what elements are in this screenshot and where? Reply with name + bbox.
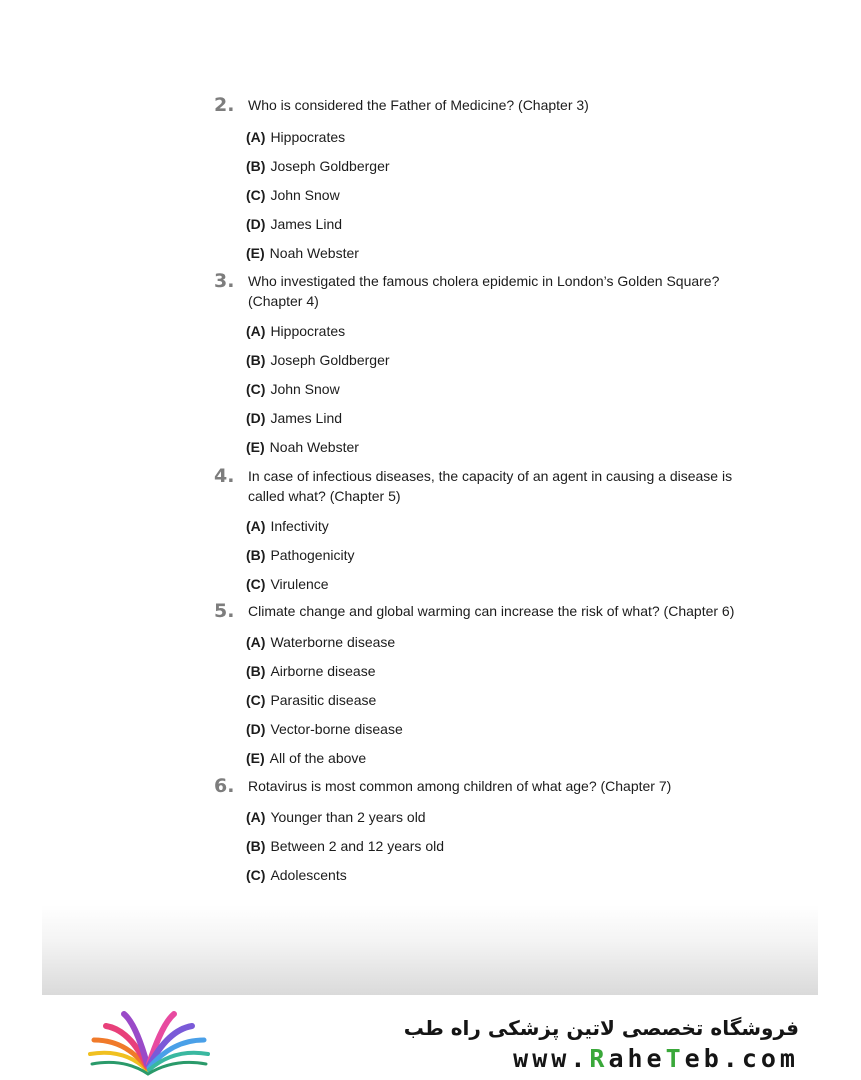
option-text: Joseph Goldberger	[270, 158, 390, 175]
answer-option	[246, 128, 345, 146]
option-text: All of the above	[269, 750, 367, 767]
url-letter-t: T	[665, 1044, 685, 1073]
question-text: Rotavirus is most common among children of what age? (Chapter 7)	[248, 778, 672, 794]
option-letter: (D)	[246, 216, 266, 233]
option-text: Noah Webster	[269, 245, 359, 262]
option-text: Virulence	[270, 576, 329, 593]
option-letter: (B)	[246, 838, 266, 855]
option-letter: (C)	[246, 867, 266, 884]
answer-option	[246, 517, 329, 535]
option-letter: (B)	[246, 158, 266, 175]
url-prefix: www.	[513, 1044, 590, 1073]
option-letter: (A)	[246, 809, 266, 825]
question-number: 4.	[214, 465, 235, 487]
answer-option	[246, 575, 329, 593]
option-letter: (C)	[246, 187, 266, 204]
store-name: فروشگاه تخصصی لاتین پزشکی راه طب	[403, 1016, 799, 1040]
option-text: James Lind	[270, 216, 343, 233]
answer-option	[246, 186, 340, 204]
option-letter: (D)	[246, 721, 266, 738]
url-part-eb: eb	[684, 1044, 723, 1073]
question-number: 6.	[214, 775, 235, 797]
question-number: 2.	[214, 94, 235, 116]
url-part-ahe: ahe	[608, 1044, 666, 1073]
answer-option	[246, 808, 426, 826]
question-number: 5.	[214, 600, 235, 622]
question-text: Climate change and global warming can increase the risk of what? (Chapter 6)	[248, 603, 735, 619]
option-text: Joseph Goldberger	[270, 352, 390, 369]
answer-option	[246, 720, 403, 738]
answer-option	[246, 322, 345, 340]
option-text: James Lind	[270, 410, 343, 427]
answer-option	[246, 157, 390, 175]
option-letter: (B)	[246, 352, 266, 369]
option-text: Hippocrates	[270, 129, 346, 145]
answer-option	[246, 691, 376, 709]
store-url[interactable]	[513, 1044, 799, 1073]
option-letter: (E)	[246, 439, 265, 456]
option-text: Airborne disease	[270, 663, 376, 680]
answer-option	[246, 749, 366, 767]
question-text: Who is considered the Father of Medicine? (Chapter 3)	[248, 97, 589, 113]
option-letter: (D)	[246, 410, 266, 427]
option-text: Hippocrates	[270, 323, 346, 339]
answer-option	[246, 546, 355, 564]
page-edge-shadow	[42, 905, 818, 995]
answer-option	[246, 837, 444, 855]
answer-option	[246, 351, 390, 369]
option-letter: (B)	[246, 547, 266, 564]
answer-option	[246, 215, 342, 233]
answer-option	[246, 633, 395, 651]
option-text: Noah Webster	[269, 439, 359, 456]
option-letter: (E)	[246, 750, 265, 767]
option-text: Adolescents	[270, 867, 347, 884]
answer-option	[246, 244, 359, 262]
option-letter: (A)	[246, 323, 266, 339]
option-text: Vector-borne disease	[270, 721, 403, 738]
option-text: Pathogenicity	[270, 547, 355, 564]
question-text: Who investigated the famous cholera epidemic in London’s Golden Square? (Chapter 4)	[248, 273, 720, 309]
option-text: Between 2 and 12 years old	[270, 838, 445, 855]
option-text: Parasitic disease	[270, 692, 377, 709]
option-text: John Snow	[270, 187, 340, 204]
option-letter: (C)	[246, 576, 266, 593]
option-letter: (B)	[246, 663, 266, 680]
question-number: 3.	[214, 270, 235, 292]
option-letter: (A)	[246, 518, 266, 534]
answer-option	[246, 866, 347, 884]
url-letter-r: R	[589, 1044, 609, 1073]
option-letter: (C)	[246, 381, 266, 398]
option-letter: (A)	[246, 634, 266, 650]
answer-option	[246, 662, 376, 680]
option-text: Infectivity	[270, 518, 329, 534]
url-suffix: .com	[722, 1044, 799, 1073]
option-letter: (C)	[246, 692, 266, 709]
option-text: John Snow	[270, 381, 340, 398]
option-text: Waterborne disease	[270, 634, 396, 650]
answer-option	[246, 380, 340, 398]
option-letter: (A)	[246, 129, 266, 145]
option-text: Younger than 2 years old	[270, 809, 426, 825]
option-letter: (E)	[246, 245, 265, 262]
answer-option	[246, 438, 359, 456]
question-text: In case of infectious diseases, the capacity of an agent in causing a disease is called what? (Chapter 5)	[248, 468, 733, 504]
answer-option	[246, 409, 342, 427]
open-book-logo-icon	[84, 1008, 214, 1078]
